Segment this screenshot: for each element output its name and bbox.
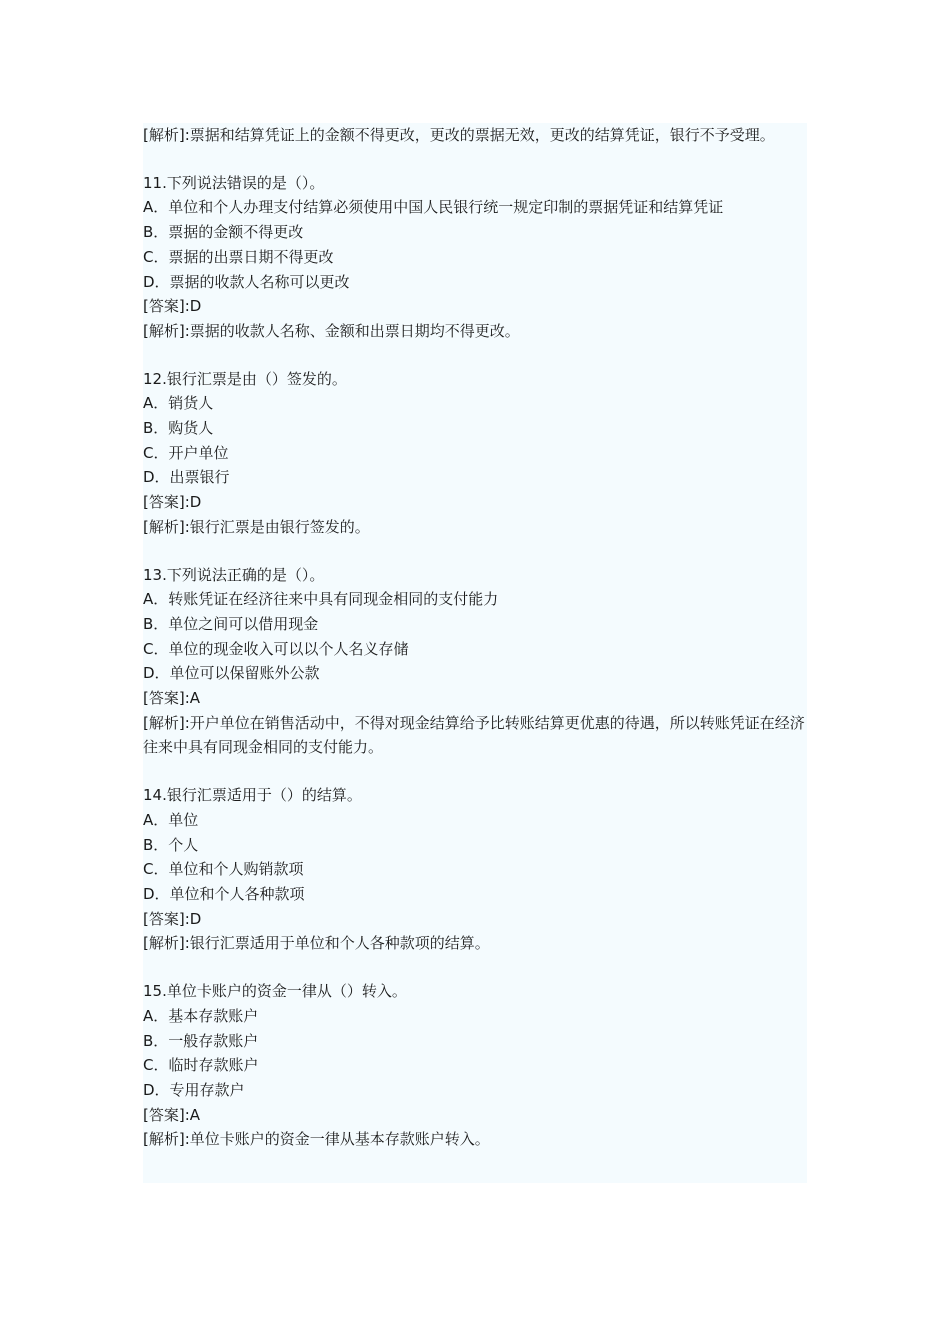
explanation: [解析]:银行汇票适用于单位和个人各种款项的结算。 bbox=[143, 934, 490, 953]
question-block bbox=[143, 171, 807, 344]
explanation: [解析]:开户单位在销售活动中，不得对现金结算给予比转账结算更优惠的待遇，所以转账凭证在经济往来中具有同现金相同的支付能力。 bbox=[143, 713, 805, 757]
option-b: B．票据的金额不得更改 bbox=[143, 223, 304, 242]
answer: [答案]:D bbox=[143, 297, 202, 316]
question-stem: 11.下列说法错误的是（）。 bbox=[143, 173, 325, 192]
option-b: B．单位之间可以借用现金 bbox=[143, 614, 319, 633]
answer: [答案]:A bbox=[143, 1105, 201, 1124]
question-stem: 13.下列说法正确的是（）。 bbox=[143, 565, 325, 584]
option-a: A．基本存款账户 bbox=[143, 1006, 259, 1025]
option-c: C．单位的现金收入可以以个人名义存储 bbox=[143, 639, 409, 658]
option-b: B．购货人 bbox=[143, 419, 214, 438]
explanation: [解析]:银行汇票是由银行签发的。 bbox=[143, 517, 370, 536]
option-d: D．票据的收款人名称可以更改 bbox=[143, 272, 350, 291]
option-c: C．票据的出票日期不得更改 bbox=[143, 247, 334, 266]
question-block bbox=[143, 367, 807, 540]
spacer bbox=[143, 956, 807, 979]
option-a: A．单位 bbox=[143, 810, 199, 829]
question-block bbox=[143, 563, 807, 761]
option-a: A．单位和个人办理支付结算必须使用中国人民银行统一规定印制的票据凭证和结算凭证 bbox=[143, 198, 724, 217]
option-d: D．单位和个人各种款项 bbox=[143, 884, 305, 903]
document-content bbox=[143, 123, 807, 1183]
option-c: C．开户单位 bbox=[143, 443, 229, 462]
answer: [答案]:D bbox=[143, 493, 202, 512]
option-a: A．销货人 bbox=[143, 394, 214, 413]
spacer bbox=[143, 760, 807, 783]
spacer bbox=[143, 344, 807, 367]
question-stem: 15.单位卡账户的资金一律从（）转入。 bbox=[143, 982, 407, 1001]
question-block bbox=[143, 979, 807, 1152]
explanation: [解析]:票据的收款人名称、金额和出票日期均不得更改。 bbox=[143, 321, 520, 340]
spacer bbox=[143, 540, 807, 563]
option-d: D．出票银行 bbox=[143, 468, 230, 487]
intro-explanation: [解析]:票据和结算凭证上的金额不得更改，更改的票据无效，更改的结算凭证，银行不予受理。 bbox=[143, 126, 775, 144]
spacer bbox=[143, 148, 807, 171]
question-block bbox=[143, 783, 807, 956]
explanation: [解析]:单位卡账户的资金一律从基本存款账户转入。 bbox=[143, 1130, 490, 1149]
option-c: C．临时存款账户 bbox=[143, 1056, 259, 1075]
answer: [答案]:D bbox=[143, 909, 202, 928]
option-c: C．单位和个人购销款项 bbox=[143, 860, 304, 879]
question-stem: 12.银行汇票是由（）签发的。 bbox=[143, 369, 347, 388]
option-b: B．一般存款账户 bbox=[143, 1031, 259, 1050]
question-stem: 14.银行汇票适用于（）的结算。 bbox=[143, 786, 362, 805]
answer: [答案]:A bbox=[143, 689, 201, 708]
option-d: D．单位可以保留账外公款 bbox=[143, 664, 320, 683]
option-a: A．转账凭证在经济往来中具有同现金相同的支付能力 bbox=[143, 590, 499, 609]
option-d: D．专用存款户 bbox=[143, 1080, 245, 1099]
option-b: B．个人 bbox=[143, 835, 199, 854]
